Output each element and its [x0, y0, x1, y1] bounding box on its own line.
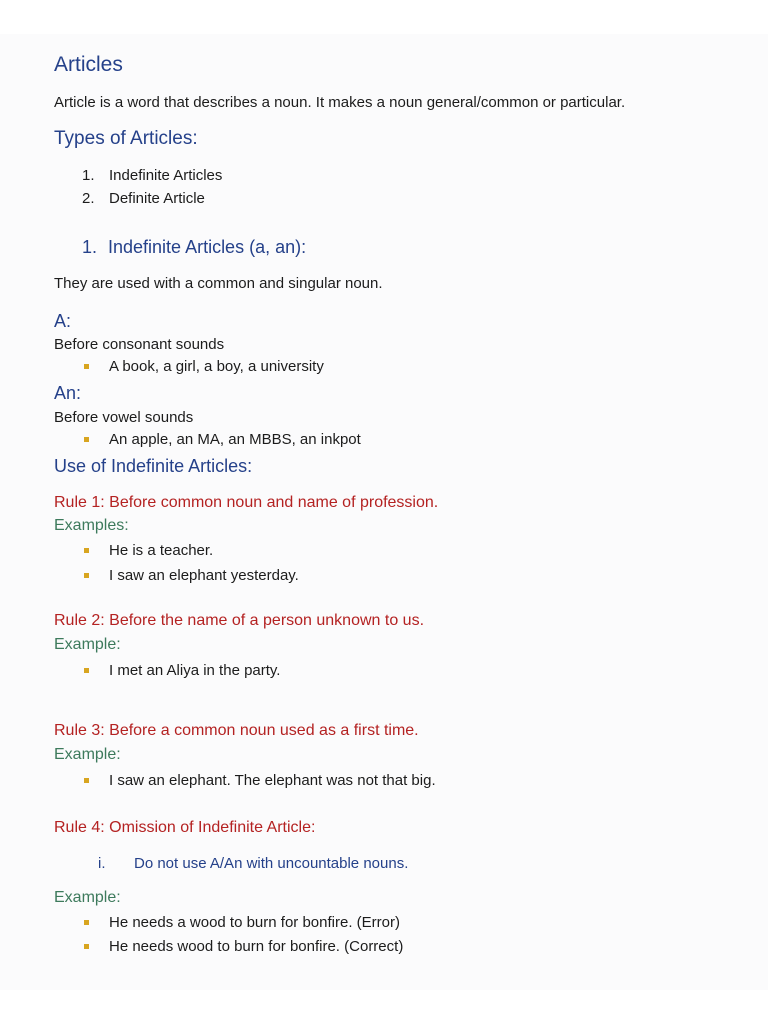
indefinite-heading: Indefinite Articles (a, an): — [108, 237, 307, 257]
examples-label: Example: — [54, 746, 121, 763]
intro-text: Article is a word that describes a noun. It makes a noun general/common or particular. — [54, 94, 626, 111]
example-item: He is a teacher. — [109, 542, 214, 559]
bullet-icon — [84, 573, 89, 578]
a-example: A book, a girl, a boy, a university — [109, 358, 324, 375]
a-description: Before consonant sounds — [54, 336, 225, 353]
an-example: An apple, an MA, an MBBS, an inkpot — [109, 431, 361, 448]
bullet-icon — [84, 944, 89, 949]
a-label: A: — [54, 311, 72, 331]
rule-title: Rule 2: Before the name of a person unknown to us. — [54, 612, 425, 629]
an-description: Before vowel sounds — [54, 409, 194, 426]
bullet-icon — [84, 920, 89, 925]
bullet-icon — [84, 437, 89, 442]
list-number: 2. — [82, 190, 95, 207]
rule-title: Rule 1: Before common noun and name of profession. — [54, 494, 439, 511]
examples-label: Examples: — [54, 517, 129, 534]
bullet-icon — [84, 548, 89, 553]
list-number: 1. — [82, 167, 95, 184]
subpoint-number: i. — [98, 855, 106, 872]
bullet-icon — [84, 668, 89, 673]
examples-label: Example: — [54, 889, 121, 906]
example-item: He needs a wood to burn for bonfire. (Error) — [109, 914, 400, 931]
bullet-icon — [84, 778, 89, 783]
rule-title: Rule 3: Before a common noun used as a first time. — [54, 722, 419, 739]
list-item: Definite Article — [109, 190, 205, 207]
subpoint-text: Do not use A/An with uncountable nouns. — [134, 855, 409, 872]
section-number: 1. — [82, 237, 98, 257]
types-heading: Types of Articles: — [54, 128, 198, 149]
an-label: An: — [54, 383, 82, 403]
use-heading: Use of Indefinite Articles: — [54, 456, 253, 476]
example-item: I met an Aliya in the party. — [109, 662, 281, 679]
example-item: I saw an elephant yesterday. — [109, 567, 299, 584]
indefinite-description: They are used with a common and singular noun. — [54, 275, 383, 292]
examples-label: Example: — [54, 636, 121, 653]
example-item: He needs wood to burn for bonfire. (Correct) — [109, 938, 404, 955]
example-item: I saw an elephant. The elephant was not that big. — [109, 772, 436, 789]
page-title: Articles — [54, 53, 123, 76]
list-item: Indefinite Articles — [109, 167, 223, 184]
rule-title: Rule 4: Omission of Indefinite Article: — [54, 819, 316, 836]
bullet-icon — [84, 364, 89, 369]
